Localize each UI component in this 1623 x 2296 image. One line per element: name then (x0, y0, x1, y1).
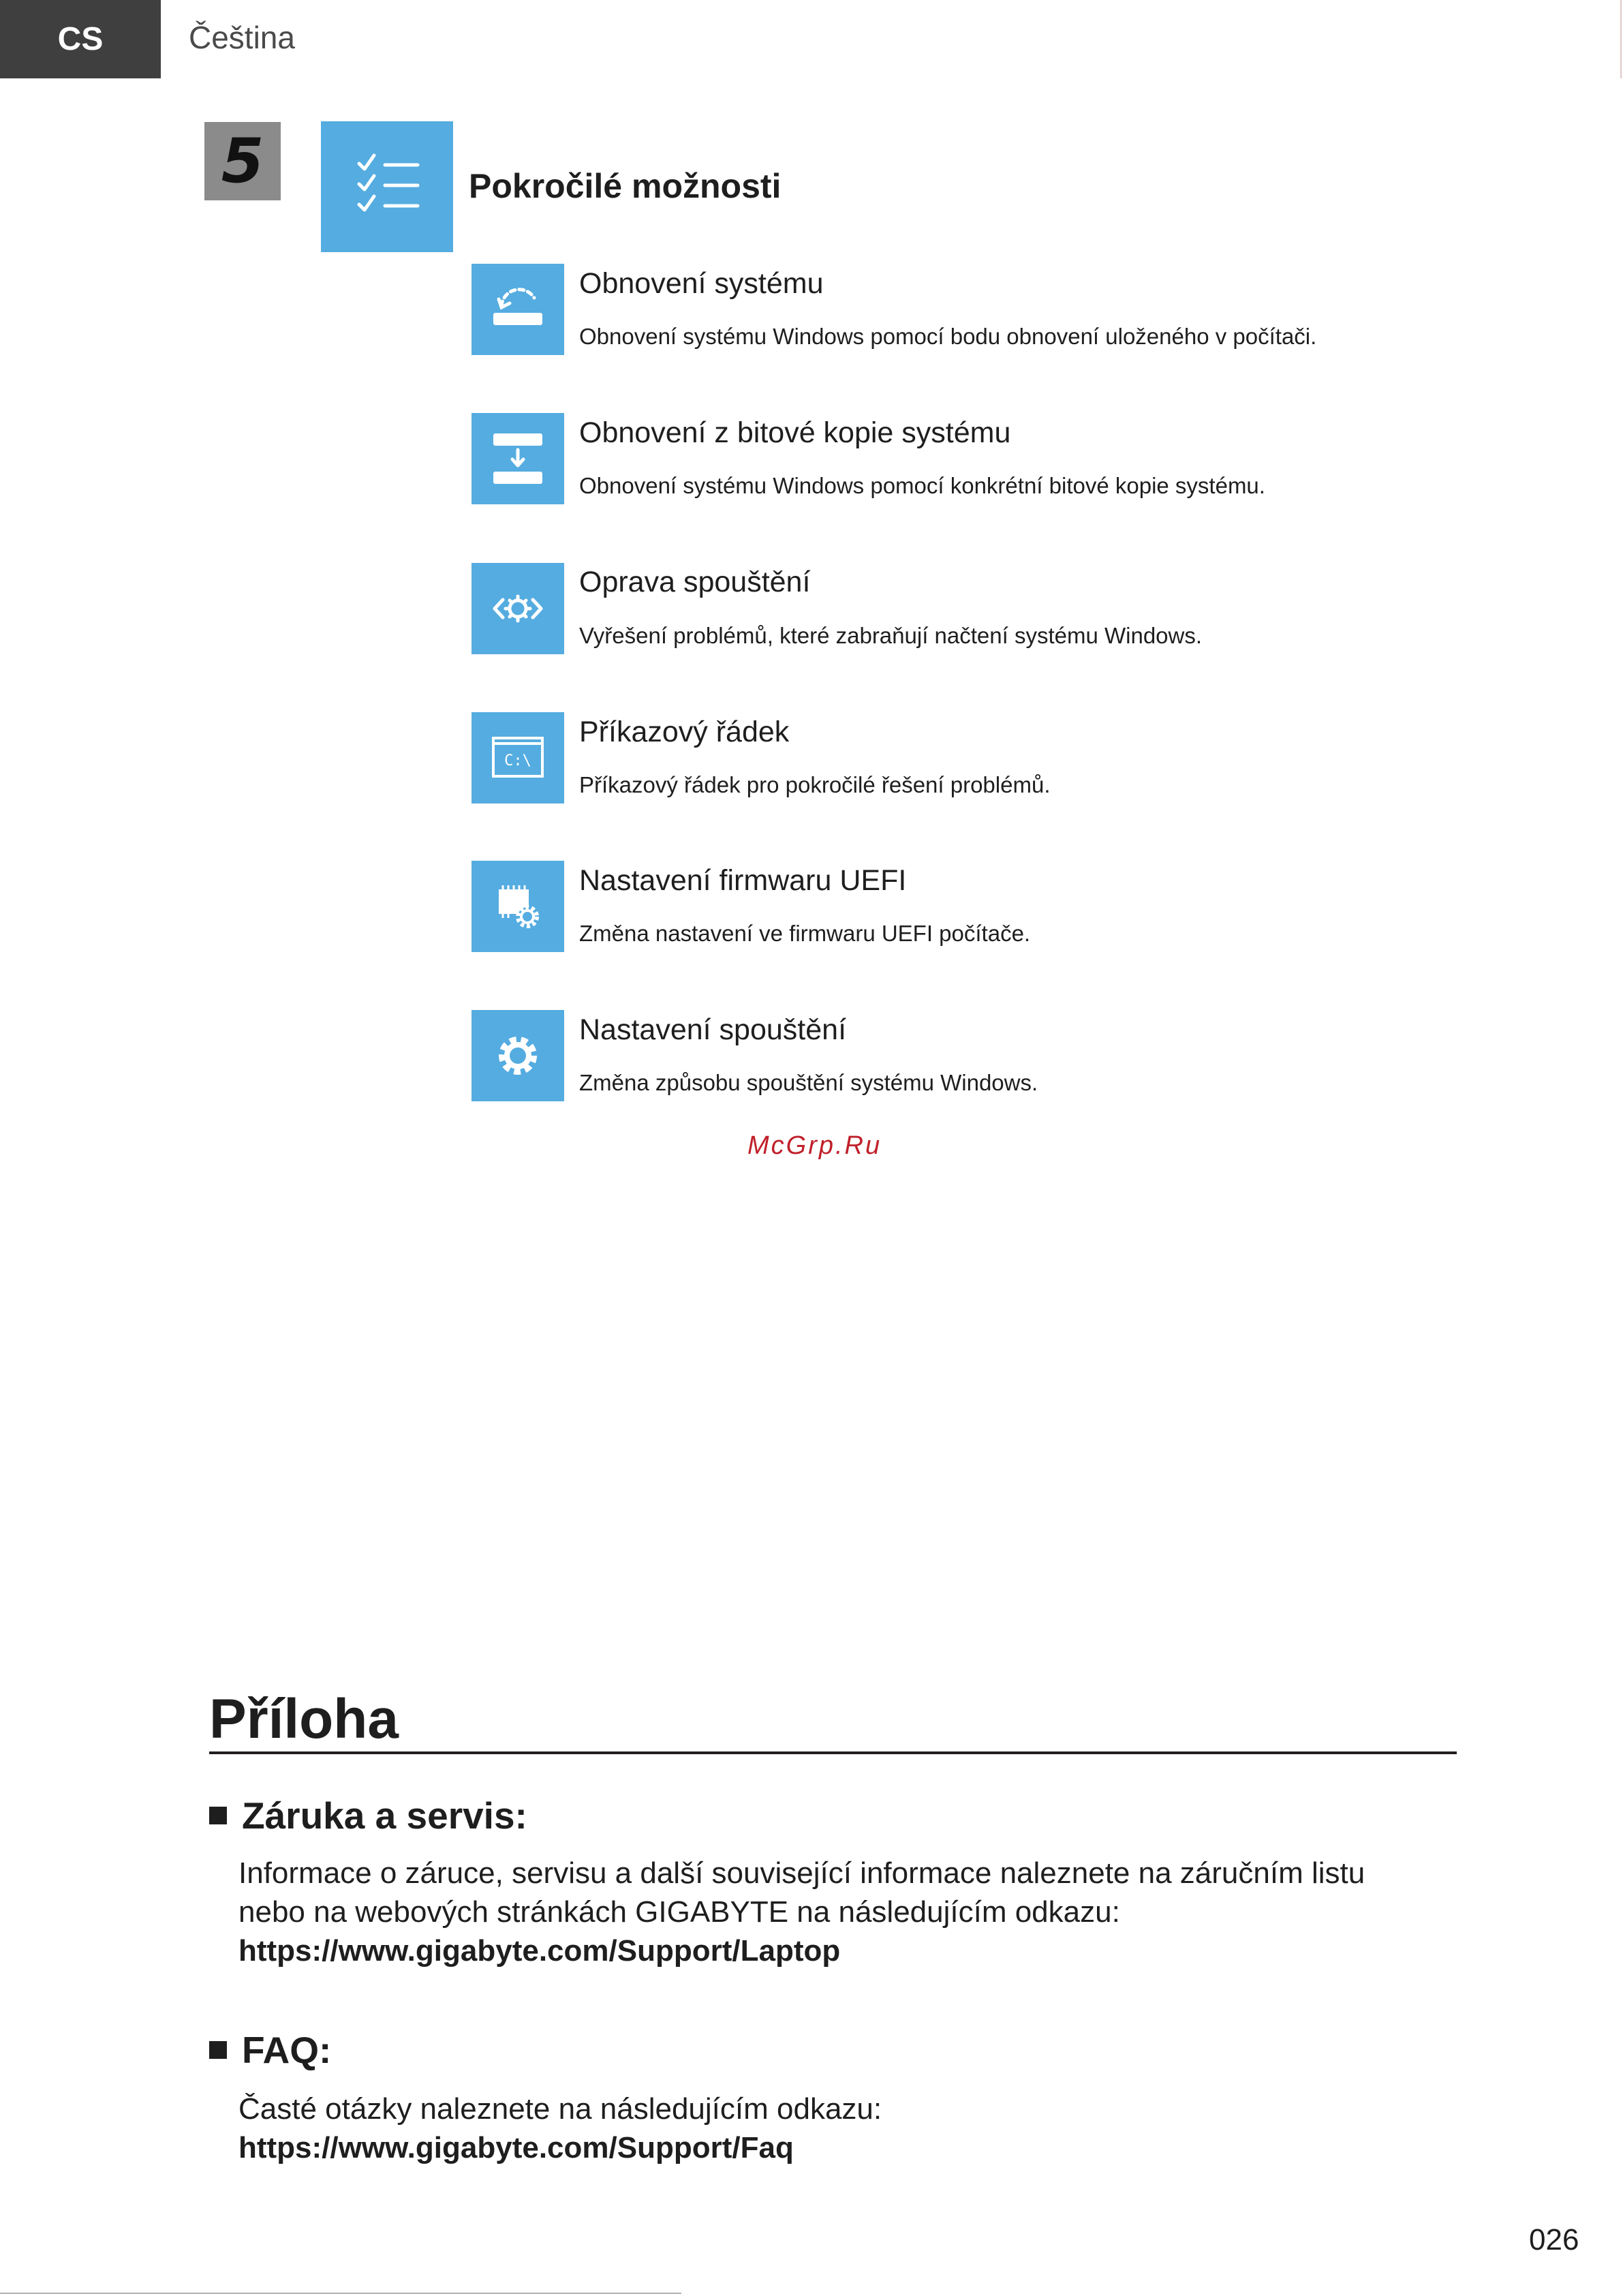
startup-repair-icon (472, 563, 564, 654)
edge-rule (1620, 0, 1622, 78)
watermark: McGrp.Ru (747, 1131, 882, 1160)
warranty-heading: Záruka a servis: (209, 1794, 527, 1837)
checklist-icon (321, 121, 453, 252)
bullet-square-icon (209, 1807, 227, 1824)
option-description: Změna způsobu spouštění systému Windows. (579, 1070, 1038, 1095)
option-title: Nastavení spouštění (579, 1013, 847, 1046)
warranty-text: Informace o záruce, servisu a další související informace naleznete na záručním listu nebo na webových stránkách GIGABYTE na následujícím odkazu: https://www.gigabyte.com/Support/Laptop (238, 1856, 1365, 1968)
faq-text: Časté otázky naleznete na následujícím odkazu: https://www.gigabyte.com/Support/Faq (238, 2092, 882, 2164)
faq-heading: FAQ: (209, 2028, 331, 2072)
system-restore-icon (472, 264, 564, 355)
bullet-square-icon (209, 2041, 227, 2059)
bottom-rule (0, 2293, 681, 2294)
option-description: Obnovení systému Windows pomocí konkrétní bitové kopie systému. (579, 473, 1265, 498)
option-description: Změna nastavení ve firmwaru UEFI počítače. (579, 921, 1031, 946)
command-prompt-icon (472, 712, 564, 803)
startup-settings-icon (472, 1010, 564, 1101)
option-title: Obnovení z bitové kopie systému (579, 416, 1011, 449)
svg-text:C:\: C:\ (504, 752, 531, 769)
option-description: Obnovení systému Windows pomocí bodu obnovení uloženého v počítači. (579, 324, 1317, 349)
appendix-title: Příloha (209, 1688, 399, 1750)
option-description: Příkazový řádek pro pokročilé řešení problémů. (579, 772, 1051, 797)
warranty-link[interactable]: https://www.gigabyte.com/Support/Laptop (238, 1934, 841, 1968)
option-title: Obnovení systému (579, 267, 824, 300)
language-name: Čeština (189, 20, 295, 55)
option-description: Vyřešení problémů, které zabraňují načtení systému Windows. (579, 623, 1203, 648)
image-recovery-icon (472, 413, 564, 504)
uefi-firmware-icon (472, 861, 564, 952)
page-number: 026 (1529, 2223, 1579, 2256)
section-title: Pokročilé možnosti (469, 167, 782, 205)
language-tab: CS (0, 0, 161, 78)
step-number-badge: 5 (204, 122, 281, 200)
option-title: Nastavení firmwaru UEFI (579, 864, 907, 897)
option-title: Příkazový řádek (579, 716, 790, 748)
appendix-divider (209, 1751, 1457, 1754)
option-title: Oprava spouštění (579, 566, 811, 598)
faq-link[interactable]: https://www.gigabyte.com/Support/Faq (238, 2131, 794, 2164)
